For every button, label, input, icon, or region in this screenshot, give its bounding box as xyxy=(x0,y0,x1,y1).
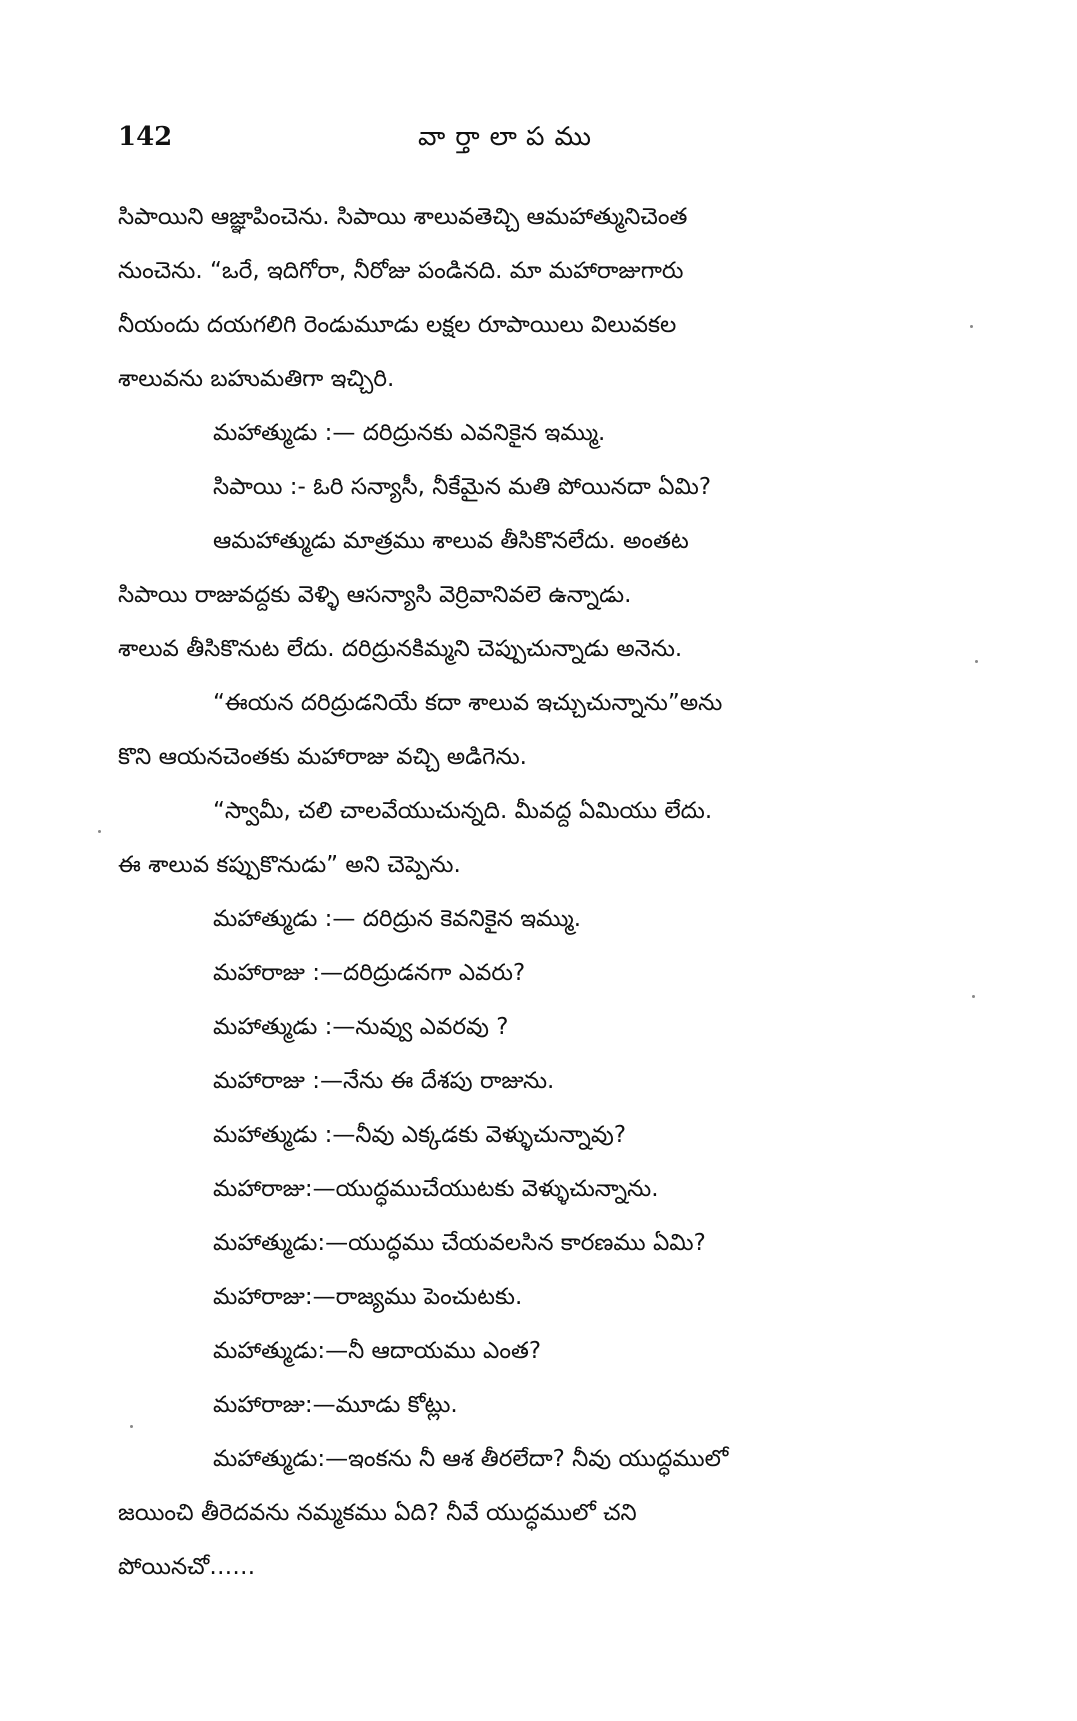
dialog-line: మహారాజు :—దరిద్రుడనగా ఎవరు? xyxy=(213,960,526,986)
text-line: నుంచెను. “ఒరే, ఇదిగోరా, నీరోజు పండినది. మా మహారాజుగారు xyxy=(118,258,684,284)
paragraph-start-line: “ఈయన దరిద్రుడనియే కదా శాలువ ఇచ్చుచున్నాను”అను xyxy=(213,690,723,716)
text-line: ఈ శాలువ కప్పుకొనుడు” అని చెప్పెను. xyxy=(118,852,461,878)
text-line: జయించి తీరెదవను నమ్మకము ఏది? నీవే యుద్ధములో చని xyxy=(118,1500,637,1526)
page-number: 142 xyxy=(118,122,173,152)
dialog-line: మహాత్ముడు :— దరిద్రునకు ఎవనికైన ఇమ్ము. xyxy=(213,420,606,446)
dialog-line: మహారాజు:—యుద్ధముచేయుటకు వెళ్ళుచున్నాను. xyxy=(213,1176,659,1202)
scan-speck xyxy=(970,325,973,328)
dialog-line: మహాత్ముడు:—ఇంకను నీ ఆశ తీరలేదా? నీవు యుద్ధములో xyxy=(213,1446,729,1472)
dialog-line: మహాత్ముడు :— దరిద్రున కెవనికైన ఇమ్ము. xyxy=(213,906,582,932)
page-header xyxy=(118,122,958,162)
paragraph-start-line: “స్వామీ, చలి చాలవేయుచున్నది. మీవద్ద ఏమియు లేదు. xyxy=(213,798,713,824)
text-line: సిపాయి రాజువద్దకు వెళ్ళి ఆసన్యాసి వెర్రివానివలె ఉన్నాడు. xyxy=(118,582,632,608)
scan-speck xyxy=(130,1425,133,1428)
text-line: శాలువ తీసికొనుట లేదు. దరిద్రునకిమ్మని చెప్పుచున్నాడు అనెను. xyxy=(118,636,683,662)
text-line: పోయినచో…… xyxy=(118,1554,256,1580)
dialog-line: మహాత్ముడు:—యుద్ధము చేయవలసిన కారణము ఏమి? xyxy=(213,1230,706,1256)
scan-speck xyxy=(972,995,975,998)
text-line: కొని ఆయనచెంతకు మహారాజు వచ్చి అడిగెను. xyxy=(118,744,527,770)
running-title: వార్తాలాపము xyxy=(418,122,602,152)
paragraph-start-line: ఆమహాత్ముడు మాత్రము శాలువ తీసికొనలేదు. అంతట xyxy=(213,528,689,554)
dialog-line: మహాత్ముడు :—నువ్వు ఎవరవు ? xyxy=(213,1014,509,1040)
dialog-line: సిపాయి :- ఓరి సన్యాసీ, నీకేమైన మతి పోయినదా ఏమి? xyxy=(213,474,712,500)
dialog-line: మహాత్ముడు:—నీ ఆదాయము ఎంత? xyxy=(213,1338,542,1364)
dialog-line: మహారాజు :—నేను ఈ దేశపు రాజును. xyxy=(213,1068,555,1094)
text-line: నీయందు దయగలిగి రెండుమూడు లక్షల రూపాయిలు విలువకల xyxy=(118,312,677,338)
text-line: శాలువను బహుమతిగా ఇచ్చిరి. xyxy=(118,366,395,392)
dialog-line: మహాత్ముడు :—నీవు ఎక్కడకు వెళ్ళుచున్నావు? xyxy=(213,1122,627,1148)
body-text xyxy=(118,190,958,1594)
scan-speck xyxy=(975,660,978,663)
dialog-line: మహారాజు:—రాజ్యము పెంచుటకు. xyxy=(213,1284,523,1310)
dialog-line: మహారాజు:—మూడు కోట్లు. xyxy=(213,1392,458,1418)
text-line: సిపాయిని ఆజ్ఞాపించెను. సిపాయి శాలువతెచ్చి ఆమహాత్మునిచెంత xyxy=(118,204,688,230)
scan-speck xyxy=(98,830,101,833)
